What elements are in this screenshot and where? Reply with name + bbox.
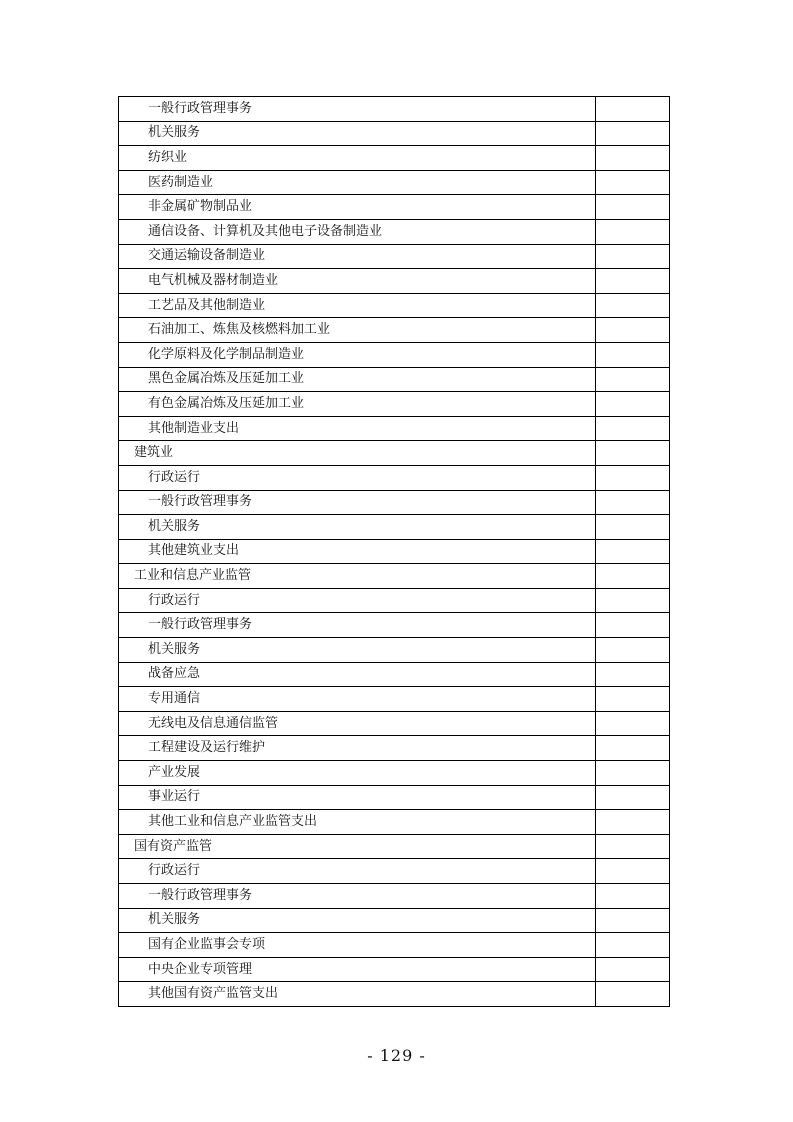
amount-cell	[595, 908, 669, 933]
subcategory-label: 通信设备、计算机及其他电子设备制造业	[119, 219, 596, 244]
table-row	[119, 195, 670, 220]
subcategory-label: 其他国有资产监管支出	[119, 982, 596, 1007]
table-row	[119, 908, 670, 933]
subcategory-label: 行政运行	[119, 465, 596, 490]
subcategory-label: 无线电及信息通信监管	[119, 711, 596, 736]
subcategory-label: 医药制造业	[119, 170, 596, 195]
table-row	[119, 736, 670, 761]
table-row	[119, 170, 670, 195]
subcategory-label: 机关服务	[119, 121, 596, 146]
amount-cell	[595, 170, 669, 195]
table-row	[119, 465, 670, 490]
table-row	[119, 785, 670, 810]
subcategory-label: 机关服务	[119, 638, 596, 663]
amount-cell	[595, 933, 669, 958]
subcategory-label: 产业发展	[119, 761, 596, 786]
table-row	[119, 441, 670, 466]
table-row	[119, 613, 670, 638]
amount-cell	[595, 195, 669, 220]
subcategory-label: 化学原料及化学制品制造业	[119, 342, 596, 367]
table-row	[119, 982, 670, 1007]
subcategory-label: 电气机械及器材制造业	[119, 269, 596, 294]
amount-cell	[595, 810, 669, 835]
amount-cell	[595, 342, 669, 367]
table-row	[119, 957, 670, 982]
table-row	[119, 269, 670, 294]
amount-cell	[595, 564, 669, 589]
amount-cell	[595, 711, 669, 736]
table-row	[119, 761, 670, 786]
category-label: 国有资产监管	[119, 834, 596, 859]
subcategory-label: 工艺品及其他制造业	[119, 293, 596, 318]
category-label: 建筑业	[119, 441, 596, 466]
amount-cell	[595, 244, 669, 269]
amount-cell	[595, 146, 669, 171]
subcategory-label: 一般行政管理事务	[119, 490, 596, 515]
amount-cell	[595, 416, 669, 441]
table-row	[119, 884, 670, 909]
table-row	[119, 416, 670, 441]
table-row	[119, 539, 670, 564]
table-row	[119, 588, 670, 613]
table-row	[119, 933, 670, 958]
subcategory-label: 行政运行	[119, 859, 596, 884]
amount-cell	[595, 367, 669, 392]
table-row	[119, 687, 670, 712]
subcategory-label: 石油加工、炼焦及核燃料加工业	[119, 318, 596, 343]
amount-cell	[595, 293, 669, 318]
subcategory-label: 机关服务	[119, 515, 596, 540]
table-row	[119, 318, 670, 343]
table-row	[119, 564, 670, 589]
amount-cell	[595, 957, 669, 982]
table-row	[119, 146, 670, 171]
amount-cell	[595, 736, 669, 761]
table-row	[119, 293, 670, 318]
table-row	[119, 711, 670, 736]
category-label: 工业和信息产业监管	[119, 564, 596, 589]
amount-cell	[595, 687, 669, 712]
amount-cell	[595, 859, 669, 884]
amount-cell	[595, 465, 669, 490]
subcategory-label: 非金属矿物制品业	[119, 195, 596, 220]
subcategory-label: 事业运行	[119, 785, 596, 810]
subcategory-label: 其他制造业支出	[119, 416, 596, 441]
table-row	[119, 810, 670, 835]
amount-cell	[595, 761, 669, 786]
amount-cell	[595, 638, 669, 663]
subcategory-label: 其他建筑业支出	[119, 539, 596, 564]
subcategory-label: 机关服务	[119, 908, 596, 933]
amount-cell	[595, 269, 669, 294]
subcategory-label: 其他工业和信息产业监管支出	[119, 810, 596, 835]
amount-cell	[595, 490, 669, 515]
amount-cell	[595, 539, 669, 564]
subcategory-label: 工程建设及运行维护	[119, 736, 596, 761]
subcategory-label: 国有企业监事会专项	[119, 933, 596, 958]
table-row	[119, 219, 670, 244]
amount-cell	[595, 785, 669, 810]
amount-cell	[595, 834, 669, 859]
amount-cell	[595, 515, 669, 540]
subcategory-label: 行政运行	[119, 588, 596, 613]
table-row	[119, 834, 670, 859]
page-number: - 129 -	[367, 1046, 426, 1065]
amount-cell	[595, 982, 669, 1007]
subcategory-label: 交通运输设备制造业	[119, 244, 596, 269]
amount-cell	[595, 441, 669, 466]
amount-cell	[595, 392, 669, 417]
table-row	[119, 859, 670, 884]
table-row	[119, 515, 670, 540]
table-row	[119, 490, 670, 515]
table-row	[119, 121, 670, 146]
table-row	[119, 638, 670, 663]
amount-cell	[595, 884, 669, 909]
subcategory-label: 一般行政管理事务	[119, 613, 596, 638]
subcategory-label: 一般行政管理事务	[119, 884, 596, 909]
table-row	[119, 662, 670, 687]
table-row	[119, 342, 670, 367]
amount-cell	[595, 588, 669, 613]
amount-cell	[595, 121, 669, 146]
table-body	[119, 97, 670, 1007]
amount-cell	[595, 613, 669, 638]
subcategory-label: 有色金属冶炼及压延加工业	[119, 392, 596, 417]
budget-items-table	[118, 96, 670, 1007]
table-row	[119, 97, 670, 122]
table-row	[119, 367, 670, 392]
table-row	[119, 392, 670, 417]
amount-cell	[595, 662, 669, 687]
subcategory-label: 中央企业专项管理	[119, 957, 596, 982]
amount-cell	[595, 219, 669, 244]
amount-cell	[595, 318, 669, 343]
table-row	[119, 244, 670, 269]
subcategory-label: 黑色金属冶炼及压延加工业	[119, 367, 596, 392]
subcategory-label: 专用通信	[119, 687, 596, 712]
amount-cell	[595, 97, 669, 122]
subcategory-label: 战备应急	[119, 662, 596, 687]
subcategory-label: 一般行政管理事务	[119, 97, 596, 122]
subcategory-label: 纺织业	[119, 146, 596, 171]
